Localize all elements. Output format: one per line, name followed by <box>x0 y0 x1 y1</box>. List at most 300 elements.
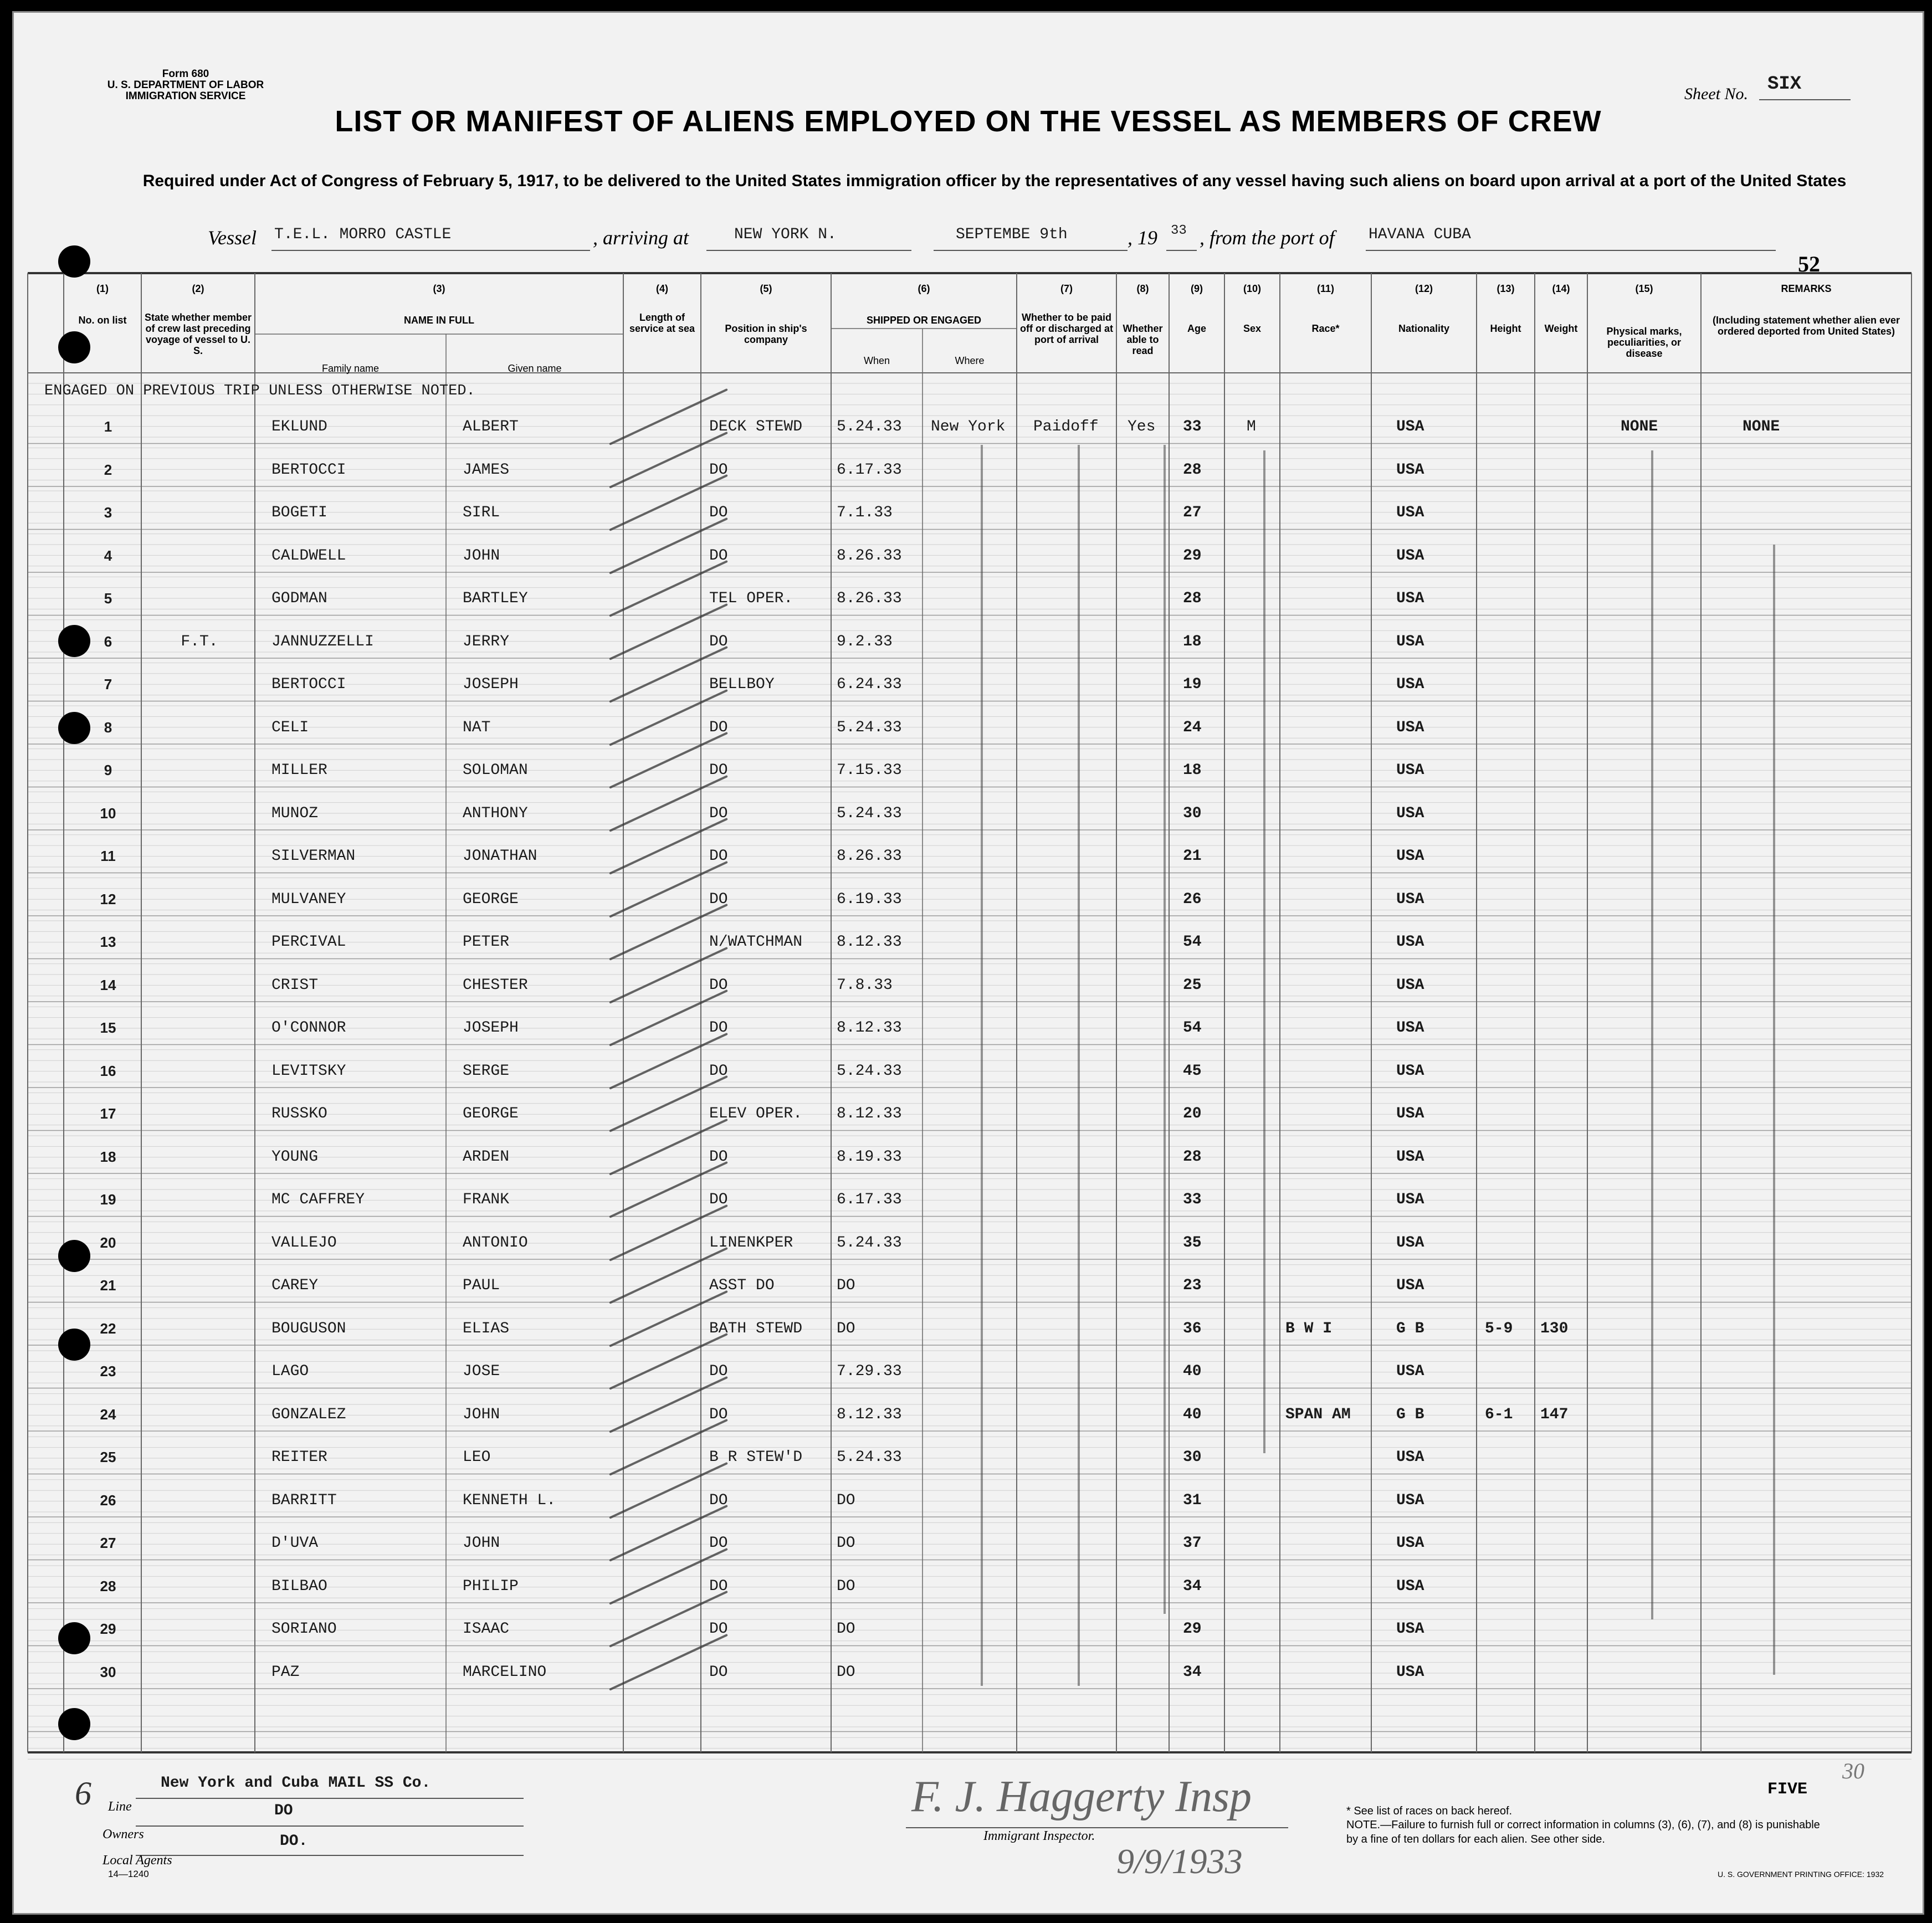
manifest-sheet <box>12 11 1924 1915</box>
nationality-cell: USA <box>1396 633 1424 650</box>
row-number: 9 <box>104 762 112 778</box>
age-cell: 37 <box>1183 1535 1202 1552</box>
position-cell: LINENKPER <box>709 1234 793 1252</box>
given-name-cell: SERGE <box>463 1062 510 1080</box>
form-code: 14—1240 <box>108 1869 149 1879</box>
race-cell: B W I <box>1285 1320 1333 1337</box>
given-name-cell: KENNETH L. <box>463 1491 556 1509</box>
year-prefix: , 19 <box>1128 227 1157 249</box>
age-cell: 30 <box>1183 1449 1202 1466</box>
shipped-when-cell: 8.26.33 <box>837 547 902 565</box>
form-department: U. S. DEPARTMENT OF LABOR <box>107 79 264 91</box>
position-cell: N/WATCHMAN <box>709 934 803 951</box>
owners-underline <box>136 1825 524 1827</box>
weight-cell: 130 <box>1540 1320 1569 1337</box>
arriving-underline <box>706 250 911 251</box>
shipped-when-cell: DO <box>837 1663 855 1681</box>
given-name-cell: LEO <box>463 1449 491 1466</box>
age-cell: 33 <box>1183 418 1202 435</box>
nationality-cell: USA <box>1396 719 1424 736</box>
column-number: (1) <box>96 283 109 294</box>
row-number: 1 <box>104 418 112 435</box>
family-name-cell: CRIST <box>271 976 319 994</box>
shipped-when-cell: 7.8.33 <box>837 976 893 994</box>
sex-cell: M <box>1247 418 1256 435</box>
row-number: 13 <box>100 934 116 950</box>
column-number: (14) <box>1552 283 1570 294</box>
row-number: 4 <box>104 547 112 564</box>
nationality-cell: USA <box>1396 848 1424 865</box>
agents-label: Local Agents <box>103 1853 172 1868</box>
shipped-when-cell: 8.26.33 <box>837 590 902 607</box>
page-subtitle: Required under Act of Congress of February 5, 1917, to be delivered to the United States immigration officer by the representatives of any vessel having such aliens on board upon arrival at a port of the United States <box>142 172 1847 190</box>
age-cell: 30 <box>1183 804 1202 822</box>
nationality-cell: USA <box>1396 1234 1424 1252</box>
given-name-cell: BARTLEY <box>463 590 528 607</box>
age-cell: 29 <box>1183 547 1202 565</box>
shipped-when-cell: DO <box>837 1535 855 1552</box>
age-cell: 35 <box>1183 1234 1202 1252</box>
position-cell: B R STEW'D <box>709 1449 803 1466</box>
given-name-cell: ARDEN <box>463 1148 510 1166</box>
row-number: 11 <box>100 848 116 864</box>
position-cell: DO <box>709 1663 728 1681</box>
given-name-cell: PHILIP <box>463 1577 519 1595</box>
inspector-label: Immigrant Inspector. <box>983 1829 1095 1843</box>
from-port-label: , from the port of <box>1200 227 1335 249</box>
nationality-cell: USA <box>1396 1062 1424 1080</box>
age-cell: 26 <box>1183 890 1202 908</box>
shipped-when-cell: DO <box>837 1577 855 1595</box>
year-underline <box>1166 250 1197 251</box>
row-number: 28 <box>100 1577 116 1594</box>
page-number: 52 <box>1798 252 1820 276</box>
page-title: LIST OR MANIFEST OF ALIENS EMPLOYED ON THE VESSEL AS MEMBERS OF CREW <box>335 105 1602 138</box>
row-number: 21 <box>100 1277 116 1294</box>
physical-marks-cell: NONE <box>1621 418 1658 435</box>
given-name-cell: ANTHONY <box>463 804 528 822</box>
position-cell: DO <box>709 1019 728 1037</box>
column-header: State whether member of crew last preceding voyage of vessel to U. S. <box>144 312 252 356</box>
given-name-cell: ISAAC <box>463 1621 510 1638</box>
row-number: 8 <box>104 719 112 736</box>
family-name-cell: PAZ <box>271 1663 300 1681</box>
ditto-mark <box>1773 545 1775 1675</box>
position-cell: DO <box>709 1363 728 1380</box>
given-name-cell: PETER <box>463 934 510 951</box>
vessel-label: Vessel <box>208 227 257 249</box>
given-name-cell: JONATHAN <box>463 848 537 865</box>
nationality-cell: USA <box>1396 504 1424 521</box>
arriving-label: , arriving at <box>593 227 689 249</box>
form-service: IMMIGRATION SERVICE <box>125 90 246 102</box>
family-name-cell: BILBAO <box>271 1577 327 1595</box>
sheet-label: Sheet No. <box>1684 85 1748 103</box>
given-name-cell: FRANK <box>463 1191 510 1208</box>
family-name-cell: VALLEJO <box>271 1234 337 1252</box>
nationality-cell: USA <box>1396 1621 1424 1638</box>
column-header: Sex <box>1243 323 1262 334</box>
ditto-mark <box>1651 450 1653 1619</box>
arrival-date: SEPTEMBE 9th <box>956 226 1068 243</box>
family-name-cell: BERTOCCI <box>271 461 346 479</box>
given-name-cell: JAMES <box>463 461 510 479</box>
row-number: 24 <box>100 1406 116 1423</box>
remarks-cell: NONE <box>1743 418 1780 435</box>
age-cell: 40 <box>1183 1406 1202 1423</box>
from-port: HAVANA CUBA <box>1369 226 1471 243</box>
given-name-cell: GEORGE <box>463 890 519 908</box>
column-header: NAME IN FULL <box>404 315 474 326</box>
shipped-when-cell: DO <box>837 1320 855 1337</box>
line-company: New York and Cuba MAIL SS Co. <box>161 1775 431 1792</box>
position-cell: DO <box>709 1191 728 1208</box>
age-cell: 34 <box>1183 1663 1202 1681</box>
form-number: Form 680 <box>162 68 209 80</box>
family-name-cell: MUNOZ <box>271 804 319 822</box>
age-cell: 45 <box>1183 1062 1202 1080</box>
position-cell: DO <box>709 1148 728 1166</box>
paid-off-cell: Paidoff <box>1033 418 1099 435</box>
age-cell: 28 <box>1183 461 1202 479</box>
family-name-cell: EKLUND <box>271 418 327 435</box>
nationality-cell: USA <box>1396 1019 1424 1037</box>
age-cell: 19 <box>1183 676 1202 693</box>
given-name-cell: JOHN <box>463 547 500 565</box>
height-cell: 6-1 <box>1485 1406 1513 1423</box>
punch-hole <box>58 245 90 278</box>
given-name-cell: JOSEPH <box>463 676 519 693</box>
races-note: * See list of races on back hereof. <box>1346 1805 1513 1817</box>
inspector-signature: F. J. Haggerty Insp <box>911 1772 1252 1821</box>
position-cell: ELEV OPER. <box>709 1105 803 1122</box>
position-cell: TEL OPER. <box>709 590 793 607</box>
ditto-mark <box>1263 450 1265 1453</box>
family-name-cell: GODMAN <box>271 590 327 607</box>
shipped-when-cell: 8.12.33 <box>837 1019 902 1037</box>
ditto-mark <box>1078 445 1080 1686</box>
family-name-cell: BARRITT <box>271 1491 337 1509</box>
shipped-when-cell: DO <box>837 1277 855 1294</box>
age-cell: 24 <box>1183 719 1202 736</box>
column-number: (2) <box>192 283 204 294</box>
nationality-cell: USA <box>1396 1577 1424 1595</box>
shipped-when-cell: 5.24.33 <box>837 1234 902 1252</box>
shipped-when-cell: 6.17.33 <box>837 1191 902 1208</box>
column-header: Position in ship's company <box>725 323 807 345</box>
row-number: 18 <box>100 1148 116 1165</box>
family-name-cell: CALDWELL <box>271 547 346 565</box>
five-mark: FIVE <box>1767 1780 1808 1799</box>
nationality-cell: USA <box>1396 1535 1424 1552</box>
row-number: 17 <box>100 1105 116 1122</box>
agents-value: DO. <box>280 1833 308 1850</box>
nationality-cell: USA <box>1396 547 1424 565</box>
shipped-when-cell: 8.12.33 <box>837 934 902 951</box>
family-name-cell: GONZALEZ <box>271 1406 346 1423</box>
row-number: 14 <box>100 976 116 993</box>
column-number: (15) <box>1635 283 1653 294</box>
row-number: 16 <box>100 1062 116 1079</box>
given-name-cell: JOSE <box>463 1363 500 1380</box>
nationality-cell: USA <box>1396 1105 1424 1122</box>
nationality-cell: USA <box>1396 934 1424 951</box>
nationality-cell: USA <box>1396 1491 1424 1509</box>
age-cell: 18 <box>1183 762 1202 779</box>
column-header: No. on list <box>78 315 127 326</box>
column-number: (9) <box>1191 283 1203 294</box>
family-name-cell: REITER <box>271 1449 327 1466</box>
shipped-when-cell: 9.2.33 <box>837 633 893 650</box>
family-name-cell: BOUGUSON <box>271 1320 346 1337</box>
sheet-underline <box>1759 99 1851 100</box>
nationality-cell: USA <box>1396 1663 1424 1681</box>
age-cell: 33 <box>1183 1191 1202 1208</box>
column-number: (7) <box>1060 283 1073 294</box>
row-number: 7 <box>104 676 112 693</box>
row-number: 20 <box>100 1234 116 1251</box>
column-header: Whether to be paid off or discharged at port of arrival <box>1019 312 1114 345</box>
nationality-cell: USA <box>1396 804 1424 822</box>
prev-voyage-cell: F.T. <box>181 633 218 650</box>
position-cell: DO <box>709 1062 728 1080</box>
nationality-cell: USA <box>1396 976 1424 994</box>
family-name-cell: LAGO <box>271 1363 309 1380</box>
row-number: 29 <box>100 1621 116 1637</box>
column-header: Height <box>1490 323 1521 334</box>
subcolumn-header: Family name <box>321 363 380 374</box>
owners-label: Owners <box>103 1827 144 1842</box>
nationality-cell: USA <box>1396 1363 1424 1380</box>
family-name-cell: O'CONNOR <box>271 1019 346 1037</box>
subcolumn-header: Given name <box>508 363 562 374</box>
given-name-cell: SOLOMAN <box>463 762 528 779</box>
nationality-cell: USA <box>1396 590 1424 607</box>
nationality-cell: USA <box>1396 1148 1424 1166</box>
position-cell: BATH STEWD <box>709 1320 803 1337</box>
column-number: (4) <box>656 283 668 294</box>
family-name-cell: JANNUZZELLI <box>271 633 374 650</box>
engaged-note: ENGAGED ON PREVIOUS TRIP UNLESS OTHERWISE NOTED. <box>44 383 475 399</box>
age-cell: 23 <box>1183 1277 1202 1294</box>
sheet-number: SIX <box>1767 74 1802 95</box>
age-cell: 40 <box>1183 1363 1202 1380</box>
column-number: REMARKS <box>1781 283 1832 294</box>
nationality-cell: USA <box>1396 1277 1424 1294</box>
row-number: 15 <box>100 1019 116 1036</box>
handwritten-date: 9/9/1933 <box>1116 1842 1243 1881</box>
column-number: (3) <box>433 283 445 294</box>
position-cell: DO <box>709 1491 728 1509</box>
shipped-when-cell: 8.12.33 <box>837 1406 902 1423</box>
ditto-mark <box>1164 445 1166 1614</box>
given-name-cell: GEORGE <box>463 1105 519 1122</box>
owners-value: DO <box>274 1802 293 1819</box>
column-header: (Including statement whether alien ever ordered deported from United States) <box>1712 315 1900 337</box>
column-header: Weight <box>1544 323 1578 334</box>
nationality-cell: USA <box>1396 1191 1424 1208</box>
shipped-when-cell: 6.24.33 <box>837 676 902 693</box>
height-cell: 5-9 <box>1485 1320 1513 1337</box>
given-name-cell: SIRL <box>463 504 500 521</box>
weight-cell: 147 <box>1540 1406 1569 1423</box>
ditto-mark <box>981 445 983 1686</box>
nationality-cell: USA <box>1396 890 1424 908</box>
given-name-cell: MARCELINO <box>463 1663 547 1681</box>
nationality-cell: USA <box>1396 1449 1424 1466</box>
age-cell: 54 <box>1183 1019 1202 1037</box>
subcolumn-header: Where <box>955 355 985 366</box>
family-name-cell: BOGETI <box>271 504 327 521</box>
position-cell: DO <box>709 890 728 908</box>
shipped-when-cell: 7.29.33 <box>837 1363 902 1380</box>
column-number: (5) <box>760 283 772 294</box>
row-number: 12 <box>100 890 116 907</box>
given-name-cell: PAUL <box>463 1277 500 1294</box>
position-cell: DO <box>709 804 728 822</box>
margin-mark: 6 <box>75 1775 91 1812</box>
agents-underline <box>136 1855 524 1856</box>
family-name-cell: LEVITSKY <box>271 1062 346 1080</box>
column-number: (12) <box>1415 283 1433 294</box>
arriving-port: NEW YORK N. <box>734 226 837 243</box>
row-number: 6 <box>104 633 112 650</box>
nationality-cell: USA <box>1396 461 1424 479</box>
thirty-mark: 30 <box>1842 1758 1864 1783</box>
position-cell: DO <box>709 762 728 779</box>
row-number: 22 <box>100 1320 116 1337</box>
shipped-when-cell: 7.15.33 <box>837 762 902 779</box>
age-cell: 29 <box>1183 1621 1202 1638</box>
column-number: (11) <box>1316 283 1335 294</box>
age-cell: 20 <box>1183 1105 1202 1122</box>
punch-hole <box>58 1708 90 1740</box>
shipped-when-cell: 5.24.33 <box>837 719 902 736</box>
family-name-cell: RUSSKO <box>271 1105 327 1122</box>
shipped-when-cell: 5.24.33 <box>837 1449 902 1466</box>
position-cell: ASST DO <box>709 1277 775 1294</box>
row-number: 19 <box>100 1191 116 1208</box>
given-name-cell: JERRY <box>463 633 510 650</box>
column-number: (6) <box>918 283 930 294</box>
position-cell: DO <box>709 461 728 479</box>
nationality-cell: G B <box>1396 1406 1424 1423</box>
shipped-when-cell: 6.19.33 <box>837 890 902 908</box>
shipped-when-cell: 5.24.33 <box>837 1062 902 1080</box>
row-number: 5 <box>104 590 112 607</box>
shipped-when-cell: 8.12.33 <box>837 1105 902 1122</box>
column-header: Age <box>1187 323 1206 334</box>
family-name-cell: PERCIVAL <box>271 934 346 951</box>
vessel-name: T.E.L. MORRO CASTLE <box>274 226 452 243</box>
fine-note: NOTE.—Failure to furnish full or correct information in columns (3), (6), (7), and (8) is punishable by a fine of ten dollars for each alien. See other side. <box>1346 1819 1820 1845</box>
shipped-when-cell: 7.1.33 <box>837 504 893 521</box>
position-cell: DO <box>709 719 728 736</box>
age-cell: 54 <box>1183 934 1202 951</box>
nationality-cell: USA <box>1396 762 1424 779</box>
position-cell: DO <box>709 1621 728 1638</box>
position-cell: DECK STEWD <box>709 418 803 435</box>
family-name-cell: CELI <box>271 719 309 736</box>
column-number: (13) <box>1497 283 1515 294</box>
port-underline <box>1366 250 1776 251</box>
nationality-cell: USA <box>1396 676 1424 693</box>
position-cell: DO <box>709 848 728 865</box>
nationality-cell: G B <box>1396 1320 1424 1337</box>
given-name-cell: ANTONIO <box>463 1234 528 1252</box>
column-header: Whether able to read <box>1123 323 1163 356</box>
given-name-cell: JOHN <box>463 1535 500 1552</box>
family-name-cell: MILLER <box>271 762 327 779</box>
row-number: 25 <box>100 1449 116 1465</box>
family-name-cell: YOUNG <box>271 1148 319 1166</box>
column-number: (10) <box>1243 283 1261 294</box>
shipped-when-cell: 5.24.33 <box>837 804 902 822</box>
shipped-when-cell: 8.19.33 <box>837 1148 902 1166</box>
shipped-when-cell: DO <box>837 1491 855 1509</box>
age-cell: 34 <box>1183 1577 1202 1595</box>
given-name-cell: CHESTER <box>463 976 528 994</box>
punch-hole <box>58 331 90 363</box>
row-number: 26 <box>100 1491 116 1509</box>
able-to-read-cell: Yes <box>1128 418 1156 435</box>
family-name-cell: MULVANEY <box>271 890 346 908</box>
row-number: 10 <box>100 804 116 822</box>
position-cell: DO <box>709 976 728 994</box>
position-cell: DO <box>709 547 728 565</box>
column-number: (8) <box>1136 283 1149 294</box>
row-number: 27 <box>100 1535 116 1551</box>
age-cell: 18 <box>1183 633 1202 650</box>
given-name-cell: JOHN <box>463 1406 500 1423</box>
column-header: Length of service at sea <box>629 312 695 334</box>
age-cell: 28 <box>1183 1148 1202 1166</box>
subcolumn-header: When <box>863 355 890 366</box>
age-cell: 28 <box>1183 590 1202 607</box>
row-number: 3 <box>104 504 112 521</box>
family-name-cell: BERTOCCI <box>271 676 346 693</box>
signature-underline <box>906 1827 1288 1828</box>
position-cell: DO <box>709 1577 728 1595</box>
family-name-cell: D'UVA <box>271 1535 319 1552</box>
position-cell: DO <box>709 1406 728 1423</box>
position-cell: DO <box>709 1535 728 1552</box>
column-header: Nationality <box>1398 323 1449 334</box>
race-cell: SPAN AM <box>1285 1406 1351 1423</box>
line-underline <box>136 1798 524 1799</box>
vessel-underline <box>271 250 590 251</box>
printing-office: U. S. GOVERNMENT PRINTING OFFICE: 1932 <box>1718 1870 1884 1879</box>
family-name-cell: CAREY <box>271 1277 319 1294</box>
age-cell: 36 <box>1183 1320 1202 1337</box>
age-cell: 27 <box>1183 504 1202 521</box>
age-cell: 21 <box>1183 848 1202 865</box>
row-number: 2 <box>104 461 112 478</box>
age-cell: 25 <box>1183 976 1202 994</box>
nationality-cell: USA <box>1396 418 1424 435</box>
row-number: 23 <box>100 1363 116 1380</box>
arrival-year: 33 <box>1171 223 1187 238</box>
shipped-when-cell: DO <box>837 1621 855 1638</box>
family-name-cell: SORIANO <box>271 1621 337 1638</box>
given-name-cell: NAT <box>463 719 491 736</box>
family-name-cell: MC CAFFREY <box>271 1191 365 1208</box>
position-cell: DO <box>709 633 728 650</box>
column-header: Race* <box>1311 323 1340 334</box>
given-name-cell: ELIAS <box>463 1320 510 1337</box>
shipped-when-cell: 5.24.33 <box>837 418 902 435</box>
position-cell: DO <box>709 504 728 521</box>
